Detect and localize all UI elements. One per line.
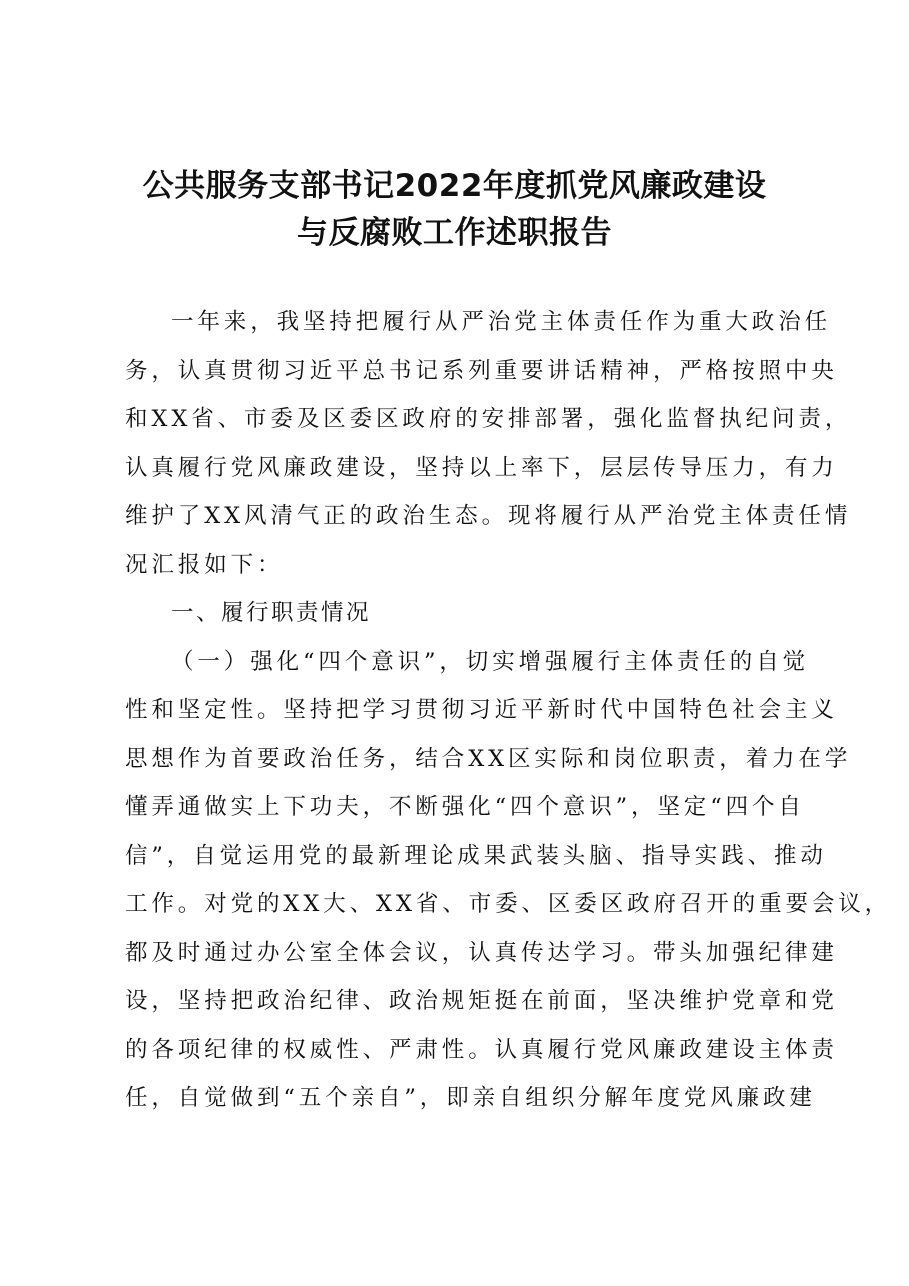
section-heading: 一、履行职责情况: [171, 600, 372, 626]
body-line: 信”，自觉运用党的最新理论成果武装头脑、指导实践、推动: [125, 842, 827, 869]
body-line: 和XX省、市委及区委区政府的安排部署，强化监督执纪问责，: [125, 406, 852, 432]
document-body: [125, 304, 892, 1129]
title-line-1: 公共服务支部书记2022年度抓党风廉政建设: [142, 168, 767, 204]
body-line: （一）强化“四个意识”，切实增强履行主体责任的自觉: [171, 648, 810, 675]
body-line: 工作。对党的XX大、XX省、市委、区委区政府召开的重要会议，: [125, 891, 892, 917]
body-line: 务，认真贯彻习近平总书记系列重要讲话精神，严格按照中央: [125, 357, 838, 384]
body-line: 认真履行党风廉政建设，坚持以上率下，层层传导压力，有力: [125, 454, 838, 481]
body-line: 况汇报如下：: [125, 551, 284, 578]
document-title: [100, 163, 809, 257]
body-line: 设，坚持把政治纪律、政治规矩挺在前面，坚决维护党章和党: [125, 988, 838, 1014]
body-line: 任，自觉做到“五个亲自”，即亲自组织分解年度党风廉政建: [125, 1085, 816, 1111]
title-line-2: 与反腐败工作述职报告: [297, 215, 612, 251]
body-line: 的各项纪律的权威性、严肃性。认真履行党风廉政建设主体责: [125, 1036, 838, 1063]
body-line: 一年来，我坚持把履行从严治党主体责任作为重大政治任: [171, 309, 832, 335]
body-line: 思想作为首要政治任务，结合XX区实际和岗位职责，着力在学: [125, 745, 852, 772]
body-line: 性和坚定性。坚持把学习贯彻习近平新时代中国特色社会主义: [125, 697, 838, 723]
body-line: 懂弄通做实上下功夫，不断强化“四个意识”，坚定“四个自: [125, 794, 805, 820]
body-line: 维护了XX风清气正的政治生态。现将履行从严治党主体责任情: [125, 503, 852, 529]
body-line: 都及时通过办公室全体会议，认真传达学习。带头加强纪律建: [125, 939, 838, 966]
